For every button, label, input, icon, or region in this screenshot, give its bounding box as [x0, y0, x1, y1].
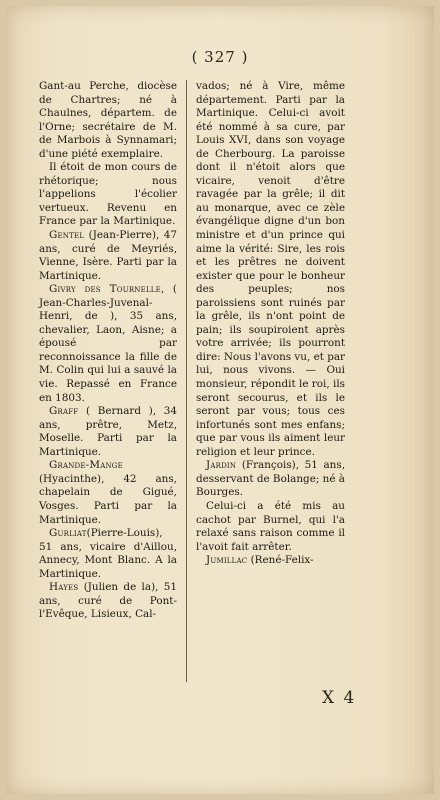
right-column	[196, 80, 345, 568]
entry-name: Hayes	[49, 581, 79, 594]
list-item	[196, 80, 345, 459]
left-column	[39, 80, 177, 622]
entry-text: Gant-au Perche, diocèse de Chartres; né à Chaulnes, départem. de l'Orne; secrétaire de M. de Marbois à Synnamari; d'une piété exemplaire.	[39, 80, 177, 160]
entry-text: (Hyacinthe), 42 ans, chapelain de Gigué, Vosges. Parti par la Martinique.	[39, 472, 177, 526]
list-item	[196, 500, 345, 554]
entry-text: ( Bernard ), 34 ans, prêtre, Metz, Moselle. Parti par la Martinique.	[39, 405, 177, 458]
entry-name: Jardin	[206, 459, 237, 472]
entry-text: , ( Jean-Charles-Juvenal-Henri, de ), 35 ans, chevalier, Laon, Aisne; a épousé par reconnoissance la fille de M. Colin qui lui a sauvé la vie. Repassé en France en 1803.	[39, 283, 177, 404]
list-item	[39, 283, 177, 405]
list-item	[39, 229, 177, 283]
signature-mark: X 4	[322, 688, 357, 708]
entry-name: Graff	[49, 405, 79, 418]
column-divider	[186, 80, 187, 682]
page-number: ( 327 )	[191, 48, 249, 66]
list-item	[39, 161, 177, 229]
entry-name: Gurliat	[49, 527, 87, 540]
list-item	[196, 554, 345, 568]
entry-text: (Pierre-Louis), 51 ans, vicaire d'Aillou, Annecy, Mont Blanc. A la Martinique.	[39, 527, 177, 580]
list-item	[39, 581, 177, 622]
list-item	[39, 527, 177, 581]
entry-text: (Jean-Pierre), 47 ans, curé de Meyriés, Vienne, Isère. Parti par la Martinique.	[39, 229, 177, 282]
book-page	[6, 6, 434, 794]
list-item	[196, 459, 345, 500]
entry-text: Il étoit de mon cours de rhétorique; nous l'appelions l'écolier vertueux. Revenu en France par la Martinique.	[39, 161, 177, 228]
entry-text: vados; né à Vire, même département. Parti par la Martinique. Celui-ci avoit été nommé à sa cure, par Louis XVI, dans son voyage de Cherbourg. La paroisse dont il n'étoit alors que vicaire, venoit d'être ravagée par la grêle; il dit au monarque, avec ce zèle évangélique digne d'un bon ministre et d'un prince qui aime la vérité: Sire, les rois et les prêtres ne doivent exister que pour le bonheur des peuples; nos paroissiens sont ruinés par la grêle, ils n'ont point de pain; ils soupiroient après votre arrivée; ils pourront dire: Nous l'avons vu, et par lui, nous vivons. — Oui monsieur, répondit le roi, ils seront secourus, et ils le seront par vous; tous ces infortunés sont mes enfans; que par vous ils aiment leur religion et leur prince.	[196, 80, 346, 458]
entry-text: Celui-ci a été mis au cachot par Burnel, qui l'a relaxé sans raison comme il l'avoit fait arrêter.	[196, 499, 345, 553]
entry-name: Gentel	[49, 229, 85, 242]
entry-name: Grande-Mange	[49, 459, 123, 472]
entry-name: Givry des Tournelle	[49, 283, 161, 296]
entry-text: (François), 51 ans, desservant de Bolange; né à Bourges.	[196, 459, 345, 499]
list-item	[39, 80, 177, 161]
entry-name: Jumillac	[206, 554, 248, 567]
entry-text: (Julien de la), 51 ans, curé de Pont-l'Evêque, Lisieux, Cal-	[39, 581, 177, 621]
list-item	[39, 459, 177, 527]
entry-text: (René-Felix-	[247, 554, 314, 567]
list-item	[39, 405, 177, 459]
